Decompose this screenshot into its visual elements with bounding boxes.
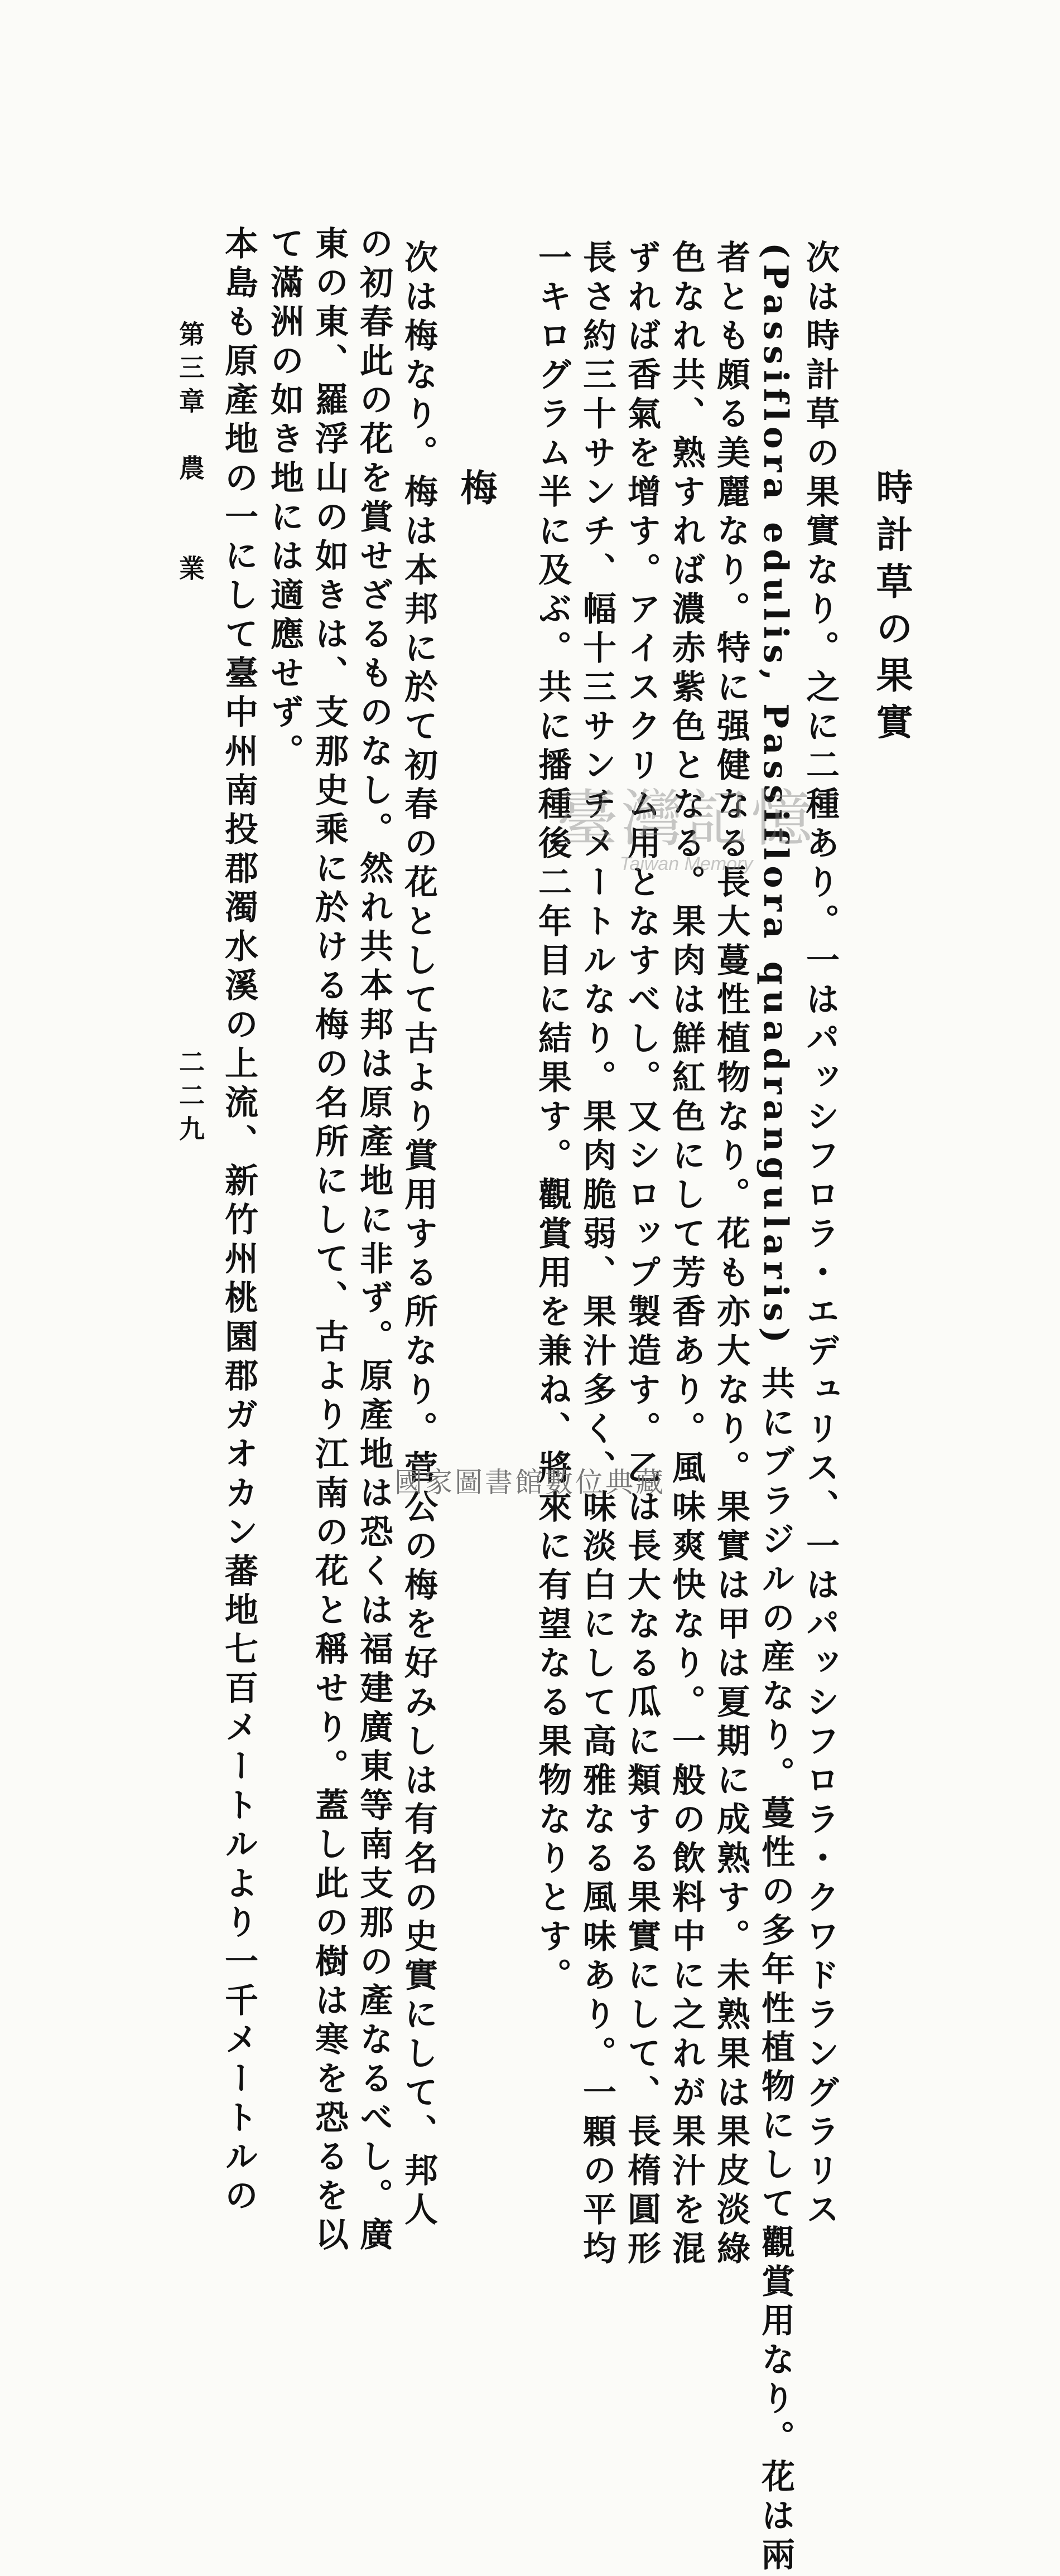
- text-line: ずれば香氣を增す。アイスクリム用となすべし。又シロップ製造す。乙は長大なる瓜に類する果實にして、長楕圓形: [622, 240, 661, 2270]
- text-line: 本島も原產地の一にして臺中州南投郡濁水溪の上流、新竹州桃園郡ガオカン蕃地七百メートルより一千メートルの: [219, 226, 258, 2217]
- text-line: (Passiflora edulis, Passiflora quadrangularis) 共にブラジルの産なり。蔓性の多年性植物にして觀賞用なり。花は兩: [756, 243, 795, 2576]
- text-line: 次は時計草の果實なり。之に二種あり。一はパッシフロラ・エデュリス、一はパッシフロラ・クワドラングラリス: [801, 240, 840, 2231]
- text-line: 東の東、羅浮山の如きは、支那史乘に於ける梅の名所にして、古より江南の花と稱せり。蓋し此の樹は寒を恐るを以: [310, 226, 349, 2256]
- text-line: の初春此の花を賞せざるものなし。然れ共本邦は原產地に非ず。原產地は恐くは福建廣東等南支那の產なるべし。廣: [354, 226, 393, 2256]
- page-number: 二二九: [175, 1048, 205, 1149]
- watermark-english: Taiwan Memory: [619, 853, 753, 874]
- section-heading-passionfruit: 時計草の果實: [870, 468, 913, 750]
- watermark-chinese: 臺灣記憶: [557, 783, 816, 854]
- chapter-running-head: 第三章 農 業: [175, 321, 205, 588]
- text-line: 者とも頗る美麗なり。特に强健なる長大蔓性植物なり。花も亦大なり。果實は甲は夏期に成熟す。未熟果は果皮淡綠: [711, 240, 750, 2270]
- text-line: 次は梅なり。梅は本邦に於て初春の花として古より賞用する所なり。菅公の梅を好みしは有名の史實にして、邦人: [399, 240, 438, 2231]
- section-heading-plum: 梅: [454, 468, 498, 515]
- text-line: 長さ約三十サンチ、幅十三サンチメートルなり。果肉脆弱、果汁多く、味淡白にして高雅なる風味あり。一顆の平均: [577, 240, 616, 2270]
- library-footer: 國家圖書館數位典藏: [394, 1466, 666, 1499]
- text-line: て滿洲の如き地には適應せず。: [265, 226, 304, 772]
- text-line: 一キログラム半に及ぶ。共に播種後二年目に結果す。觀賞用を兼ね、將來に有望なる果物なりとす。: [533, 240, 572, 1997]
- text-line: 色なれ共、熟すれば濃赤紫色となる。果肉は鮮紅色にして芳香あり。風味爽快なり。一般の飲料中に之れが果汁を混: [667, 240, 706, 2270]
